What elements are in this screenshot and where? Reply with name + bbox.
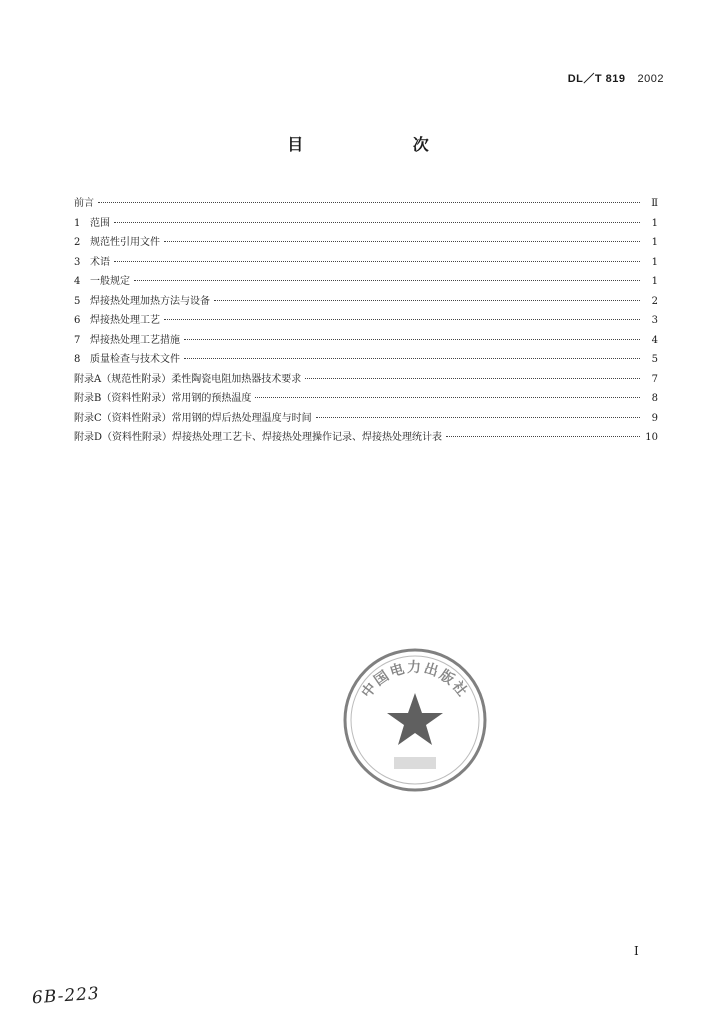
toc-entry-page: 1	[651, 217, 658, 229]
toc-entry-label: 焊接热处理工艺措施	[90, 334, 180, 346]
toc-leader-dots	[214, 300, 640, 301]
table-of-contents	[74, 194, 658, 448]
toc-entry-page: 5	[651, 354, 658, 365]
toc-leader-dots	[255, 397, 640, 398]
toc-entry-number: 4	[74, 276, 81, 287]
toc-entry	[74, 253, 658, 273]
handwritten-note: 6B-223	[31, 983, 101, 1009]
toc-leader-dots	[316, 417, 640, 418]
toc-entry	[74, 272, 658, 292]
toc-entry	[74, 233, 658, 253]
toc-entry-label: 术语	[90, 256, 110, 268]
toc-entry-label: 一般规定	[90, 276, 130, 287]
toc-leader-dots	[98, 202, 640, 203]
toc-leader-dots	[164, 241, 640, 242]
toc-leader-dots	[184, 358, 640, 359]
page-number: I	[634, 944, 639, 958]
seal-text: 中国电力出版社	[358, 660, 472, 702]
toc-entry-label: 规范性引用文件	[90, 237, 160, 248]
toc-entry-page: 1	[651, 237, 658, 248]
toc-entry-page: Ⅱ	[651, 198, 658, 209]
toc-entry	[74, 350, 658, 370]
toc-entry-page: 2	[651, 295, 658, 307]
toc-entry-label: 范围	[90, 217, 110, 229]
toc-entry	[74, 311, 658, 331]
standard-code-text: DL／T 819	[567, 73, 626, 85]
toc-entry	[74, 331, 658, 351]
toc-entry-number: 8	[74, 354, 81, 365]
toc-entry-page: 3	[651, 315, 658, 326]
toc-entry	[74, 194, 658, 214]
toc-entry-label: 焊接热处理加热方法与设备	[90, 295, 210, 307]
toc-entry-number: 1	[74, 217, 81, 229]
toc-entry-page: 7	[651, 373, 658, 385]
toc-entry-number: 2	[74, 237, 81, 248]
toc-entry-page: 10	[645, 432, 658, 443]
toc-entry-number: 7	[74, 334, 81, 346]
toc-entry	[74, 370, 658, 390]
toc-entry	[74, 292, 658, 312]
page-title: 目 次	[287, 135, 481, 154]
toc-leader-dots	[114, 261, 640, 262]
toc-entry	[74, 214, 658, 234]
toc-entry-number: 6	[74, 315, 81, 326]
toc-entry-page: 1	[651, 276, 658, 287]
toc-entry	[74, 428, 658, 448]
toc-entry-number: 3	[74, 256, 81, 268]
toc-leader-dots	[184, 339, 640, 340]
toc-entry-page: 9	[651, 412, 658, 424]
toc-entry	[74, 389, 658, 409]
toc-entry	[74, 409, 658, 429]
toc-entry-label: 质量检查与技术文件	[90, 354, 180, 365]
standard-code	[568, 70, 664, 86]
toc-entry-label: 附录B（资料性附录）常用钢的预热温度	[74, 393, 252, 404]
toc-entry-label: 焊接热处理工艺	[90, 315, 160, 326]
toc-entry-page: 8	[651, 393, 658, 404]
toc-entry-page: 1	[651, 256, 658, 268]
toc-entry-label: 附录C（资料性附录）常用钢的焊后热处理温度与时间	[74, 412, 312, 424]
star-seal-icon	[340, 645, 490, 795]
toc-leader-dots	[114, 222, 640, 223]
toc-leader-dots	[446, 436, 640, 437]
toc-entry-page: 4	[651, 334, 658, 346]
standard-year: 2002	[637, 73, 664, 85]
toc-entry-label: 附录A（规范性附录）柔性陶瓷电阻加热器技术要求	[74, 373, 302, 385]
toc-leader-dots	[134, 280, 640, 281]
toc-leader-dots	[305, 378, 640, 379]
toc-leader-dots	[164, 319, 640, 320]
toc-entry-label: 前言	[74, 198, 94, 209]
toc-entry-label: 附录D（资料性附录）焊接热处理工艺卡、焊接热处理操作记录、焊接热处理统计表	[74, 432, 443, 443]
toc-entry-number: 5	[74, 295, 81, 307]
